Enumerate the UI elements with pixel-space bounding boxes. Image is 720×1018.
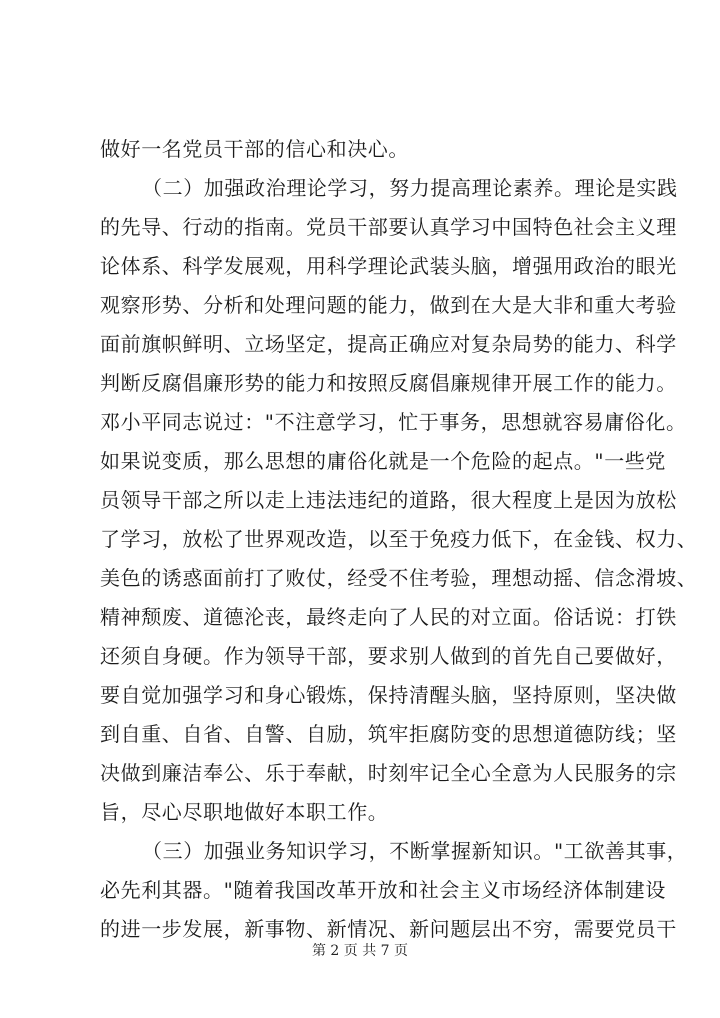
text-line: 了学习，放松了世界观改造，以至于免疫力低下，在金钱、权力、 — [100, 527, 698, 551]
text-line: 邓小平同志说过："不注意学习，忙于事务，思想就容易庸俗化。 — [100, 410, 687, 434]
text-line: 的进一步发展，新事物、新情况、新问题层出不穷，需要党员干 — [100, 917, 677, 941]
paragraph-heading-line: （三）加强业务知识学习，不断掌握新知识。"工欲善其事， — [142, 839, 688, 863]
text-line: 到自重、自省、自警、自励，筑牢拒腐防变的思想道德防线；坚 — [100, 722, 677, 746]
text-line: 面前旗帜鲜明、立场坚定，提高正确应对复杂局势的能力、科学 — [100, 332, 677, 356]
text-line: 判断反腐倡廉形势的能力和按照反腐倡廉规律开展工作的能力。 — [100, 371, 677, 395]
text-line: 员领导干部之所以走上违法违纪的道路，很大程度上是因为放松 — [100, 488, 677, 512]
page-number: 第 2 页 共 7 页 — [311, 943, 409, 959]
text-line: 决做到廉洁奉公、乐于奉献，时刻牢记全心全意为人民服务的宗 — [100, 761, 677, 785]
text-line: 精神颓废、道德沦丧，最终走向了人民的对立面。俗话说：打铁 — [100, 605, 677, 629]
text-line: 观察形势、分析和处理问题的能力，做到在大是大非和重大考验 — [100, 293, 677, 317]
text-line: 旨，尽心尽职地做好本职工作。 — [100, 800, 389, 824]
paragraph-heading-line: （二）加强政治理论学习，努力提高理论素养。理论是实践 — [142, 176, 678, 200]
text-line: 必先利其器。"随着我国改革开放和社会主义市场经济体制建设 — [100, 878, 666, 902]
text-line: 论体系、科学发展观，用科学理论武装头脑，增强用政治的眼光 — [100, 254, 677, 278]
text-line: 美色的诱惑面前打了败仗，经受不住考验，理想动摇、信念滑坡、 — [100, 566, 698, 590]
text-line: 如果说变质，那么思想的庸俗化就是一个危险的起点。"一些党 — [100, 449, 666, 473]
text-line: 要自觉加强学习和身心锻炼，保持清醒头脑，坚持原则，坚决做 — [100, 683, 677, 707]
text-line: 做好一名党员干部的信心和决心。 — [100, 137, 409, 161]
text-line: 的先导、行动的指南。党员干部要认真学习中国特色社会主义理 — [100, 215, 677, 239]
text-line: 还须自身硬。作为领导干部，要求别人做到的首先自己要做好， — [100, 644, 677, 668]
